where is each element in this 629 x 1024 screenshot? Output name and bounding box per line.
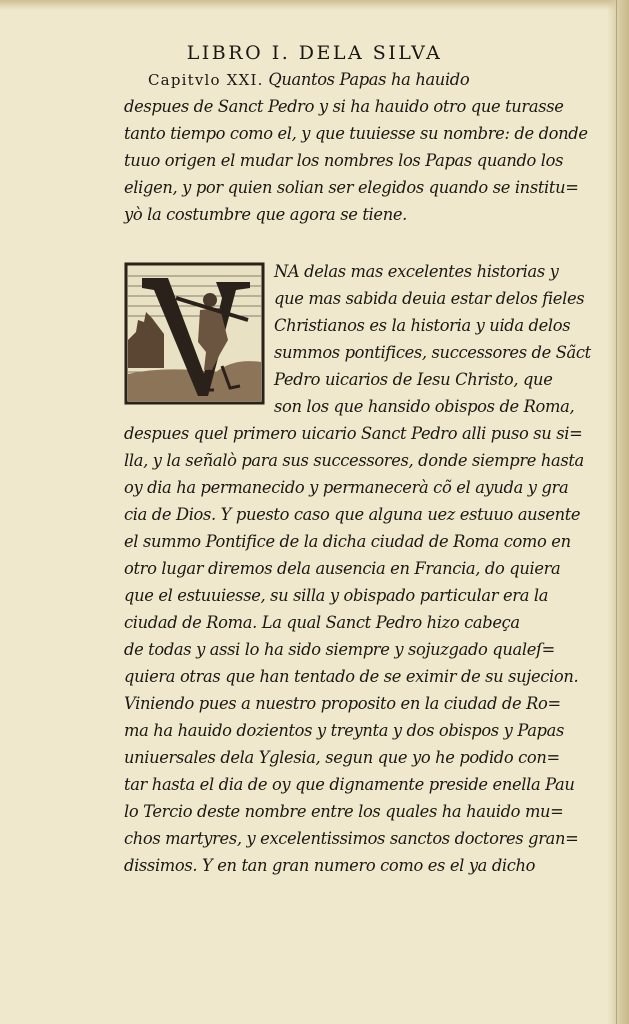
body-line: que mas sabida deuia estar delos fieles (274, 289, 585, 308)
body-line: son los que hansido obispos de Roma, (274, 397, 575, 416)
decorated-initial (124, 262, 265, 405)
chapter-heading-line (148, 70, 469, 89)
chapter-title-line: tanto tiempo como el, y que tuuiesse su nombre: de donde (124, 124, 588, 143)
body-line: despues quel primero uicario Sanct Pedro alli puso su si= (124, 424, 583, 443)
page-edge-line (616, 0, 617, 1024)
body-line: uniuersales dela Yglesia, segun que yo he podido con= (124, 748, 560, 767)
body-line: lla, y la señalò para sus successores, donde siempre hasta (124, 451, 584, 470)
body-line: otro lugar diremos dela ausencia en Francia, do quiera (124, 559, 561, 578)
body-line: dissimos. Y en tan gran numero como es el ya dicho (124, 856, 536, 875)
body-line: cia de Dios. Y puesto caso que alguna uez estuuo ausente (124, 505, 581, 524)
body-line: summos pontifices, successores de Sãct (274, 343, 591, 362)
chapter-title-line: tuuo origen el mudar los nombres los Papas quando los (124, 151, 564, 170)
body-line: el summo Pontifice de la dicha ciudad de Roma como en (124, 532, 571, 551)
body-line: de todas y assi lo ha sido siempre y sojuzgado qualeſ= (124, 640, 555, 659)
page-gutter-shadow (607, 0, 629, 1024)
body-line: Pedro uicarios de Iesu Christo, que (274, 370, 553, 389)
woodcut-initial-illustration (124, 262, 265, 405)
body-line: oy dia ha permanecido y permanecerà cõ el ayuda y gra (124, 478, 569, 497)
body-line: que el estuuiesse, su silla y obispado particular era la (124, 586, 549, 605)
page-top-edge (0, 0, 629, 10)
body-line: Viniendo pues a nuestro proposito en la ciudad de Ro= (124, 694, 561, 713)
body-line: quiera otras que han tentado de se eximir de su sujecion. (124, 667, 579, 686)
body-line: ciudad de Roma. La qual Sanct Pedro hizo cabeça (124, 613, 520, 632)
chapter-title-line: despues de Sanct Pedro y si ha hauido otro que turasse (124, 97, 564, 116)
body-line: chos martyres, y excelentissimos sanctos doctores gran= (124, 829, 579, 848)
chapter-label: Capitvlo XXI. (148, 71, 264, 89)
body-line: lo Tercio deste nombre entre los quales ha hauido mu= (124, 802, 564, 821)
body-line: NA delas mas excelentes historias y (274, 262, 559, 281)
running-head: LIBRO I. DELA SILVA (186, 42, 443, 64)
chapter-title-line: eligen, y por quien solian ser elegidos quando se institu= (124, 178, 579, 197)
body-line: Christianos es la historia y uida delos (274, 316, 571, 335)
body-line: tar hasta el dia de oy que dignamente preside enella Pau (124, 775, 575, 794)
chapter-title-text: Quantos Papas ha hauido (268, 70, 470, 89)
body-line: ma ha hauido dozientos y treynta y dos obispos y Papas (124, 721, 564, 740)
chapter-title-line: yò la costumbre que agora se tiene. (124, 205, 407, 224)
